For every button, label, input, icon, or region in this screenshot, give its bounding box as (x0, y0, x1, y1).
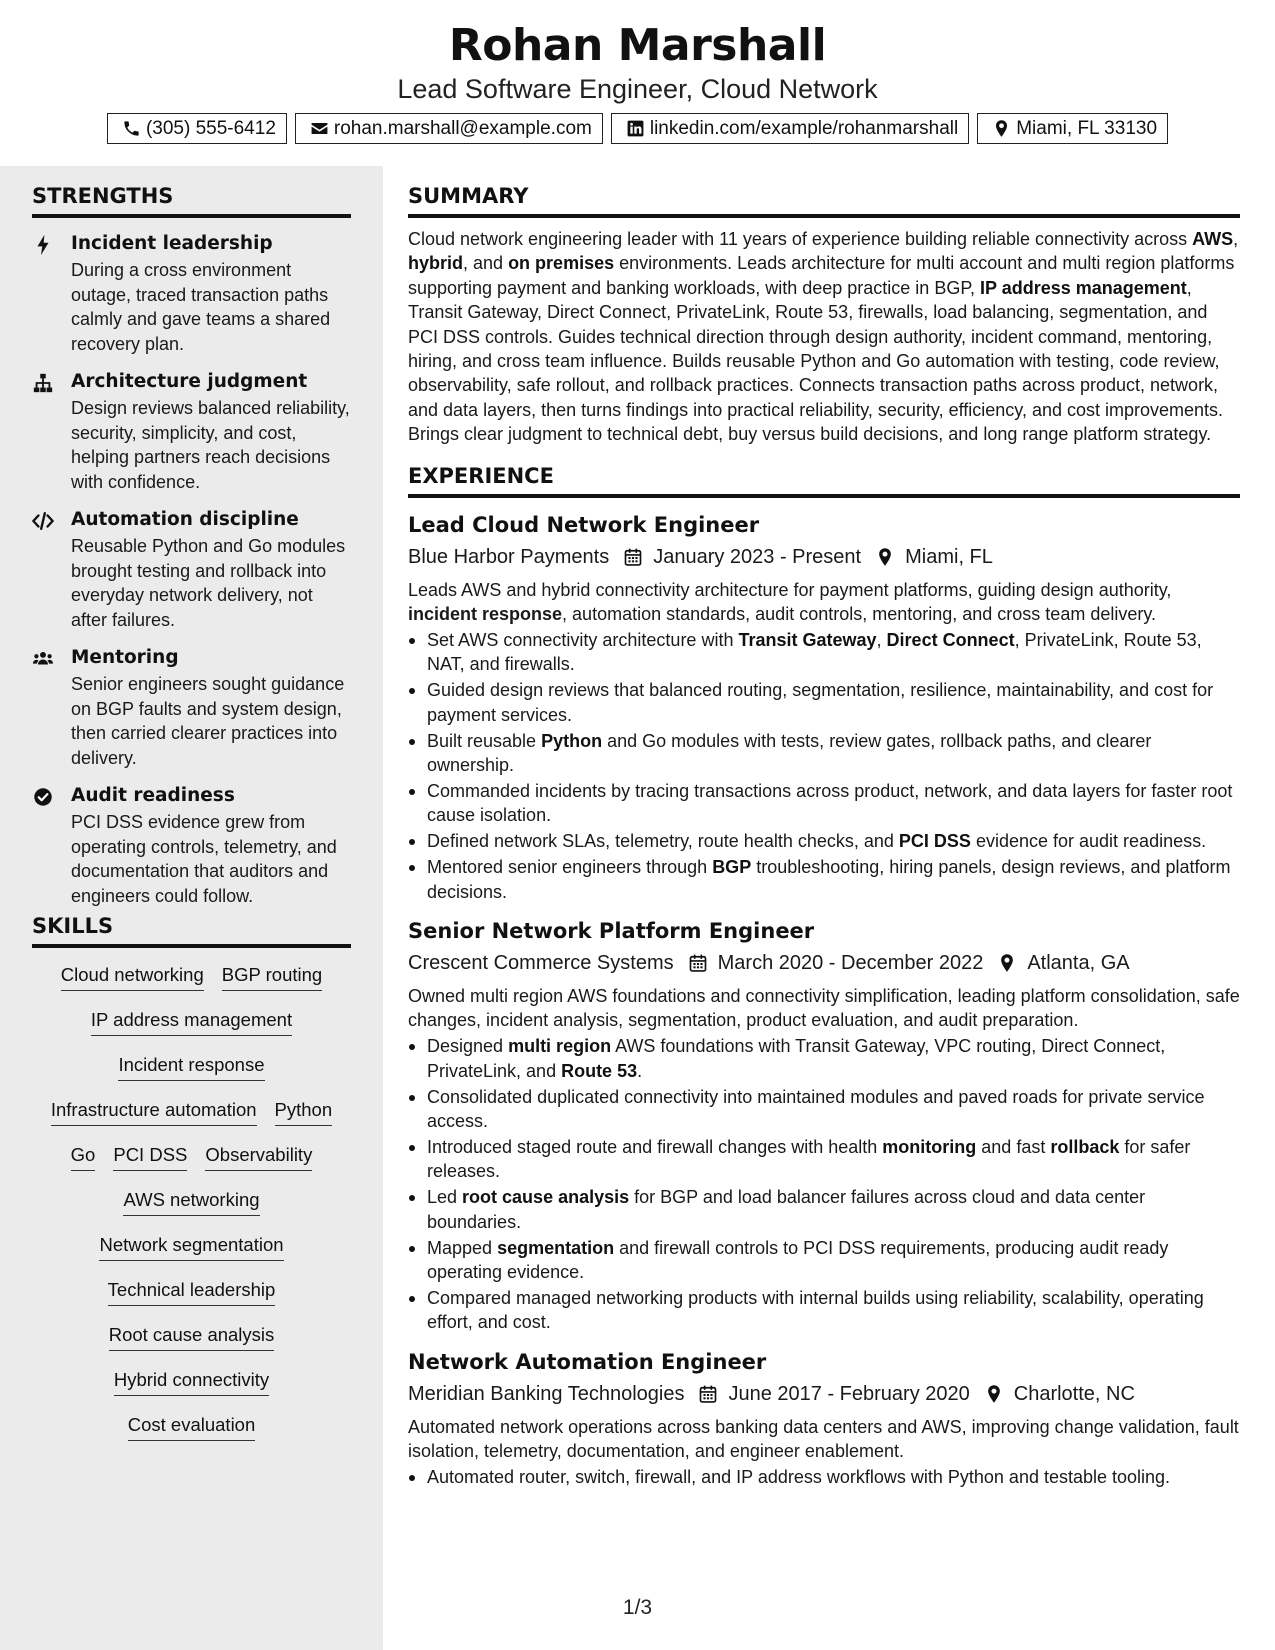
map-pin-icon (875, 547, 895, 567)
strengths-heading: STRENGTHS (32, 184, 351, 218)
skill-tag: Cloud networking (61, 964, 204, 991)
job-meta (408, 542, 1240, 572)
job-bullet: Commanded incidents by tracing transactions across product, network, and data layers for faster root cause isolation. (408, 779, 1240, 828)
strength-desc: Senior engineers sought guidance on BGP faults and system design, then carried clearer practices into delivery. (71, 674, 345, 768)
skill-row (32, 1408, 351, 1453)
contact-text: (305) 555-6412 (145, 117, 276, 139)
job-company: Blue Harbor Payments (408, 545, 610, 568)
contact-email[interactable] (295, 113, 603, 144)
job-title: Senior Network Platform Engineer (408, 918, 815, 943)
skill-row (32, 1363, 351, 1408)
job-bullet: Defined network SLAs, telemetry, route health checks, and PCI DSS evidence for audit readiness. (408, 829, 1240, 853)
jobs-list (408, 511, 1240, 1490)
job-title: Lead Cloud Network Engineer (408, 512, 760, 537)
strength-item (32, 370, 351, 494)
job-bullet: Mentored senior engineers through BGP troubleshooting, hiring panels, design reviews, and platform decisions. (408, 855, 1240, 904)
skill-row (32, 1273, 351, 1318)
job-meta (408, 948, 1240, 978)
summary-text: Cloud network engineering leader with 11 years of experience building reliable connectivity across AWS, hybrid, and on premises environments. Leads architecture for multi account and multi region platforms supporting payment and banking workloads, with deep practice in BGP, IP address management, Transit Gateway, Direct Connect, PrivateLink, Route 53, firewalls, load balancing, segmentation, and PCI DSS controls. Guides technical direction through design authority, incident command, mentoring, hiring, and cross team influence. Builds reusable Python and Go automation with testing, code review, observability, safe rollout, and rollback practices. Connects transaction paths across product, network, and data layers, then turns findings into practical reliability, security, efficiency, and cost improvements. Brings clear judgment to technical debt, buy versus build decisions, and long range platform strategy. (408, 229, 1239, 445)
calendar-icon (623, 547, 643, 567)
skill-tag: IP address management (91, 1009, 292, 1036)
job-summary: Leads AWS and hybrid connectivity architecture for payment platforms, guiding design authority, incident response, automation standards, audit controls, mentoring, and cross team delivery. (408, 579, 1172, 625)
code-icon (32, 510, 54, 532)
skill-tag: AWS networking (123, 1189, 259, 1216)
skill-row (32, 958, 351, 1003)
candidate-title: Lead Software Engineer, Cloud Network (397, 74, 878, 104)
summary-section (408, 184, 1240, 447)
map-pin-icon (984, 1384, 1004, 1404)
contact-text: linkedin.com/example/rohanmarshall (649, 117, 959, 139)
job-bullet: Set AWS connectivity architecture with Transit Gateway, Direct Connect, PrivateLink, Route 53, NAT, and firewalls. (408, 628, 1240, 677)
job-bullet: Built reusable Python and Go modules with tests, review gates, rollback paths, and clearer ownership. (408, 729, 1240, 778)
strength-desc: Reusable Python and Go modules brought testing and rollback into everyday network delivery, not after failures. (71, 536, 346, 630)
skill-tag: Go (71, 1144, 96, 1171)
strength-title: Mentoring (71, 647, 179, 668)
strength-title: Architecture judgment (71, 371, 308, 392)
job-dates: January 2023 - Present (653, 545, 862, 568)
candidate-name: Rohan Marshall (448, 20, 827, 71)
skill-tag: Technical leadership (108, 1279, 276, 1306)
map-pin-icon (992, 119, 1011, 138)
skills-list (32, 958, 351, 1453)
strength-desc: During a cross environment outage, traced transaction paths calmly and gave teams a shared recovery plan. (71, 260, 331, 354)
job-entry (408, 511, 1240, 904)
job-company: Meridian Banking Technologies (408, 1382, 685, 1405)
strength-item (32, 784, 351, 908)
job-entry (408, 1348, 1240, 1490)
skill-row (32, 1003, 351, 1048)
skill-row (32, 1093, 351, 1138)
phone-icon (122, 119, 141, 138)
job-title: Network Automation Engineer (408, 1349, 767, 1374)
main-column (408, 166, 1240, 1489)
strength-desc: Design reviews balanced reliability, security, simplicity, and cost, helping partners reach decisions with confidence. (71, 398, 350, 492)
job-bullets (408, 1465, 1240, 1489)
contact-text: rohan.marshall@example.com (333, 117, 592, 139)
strength-title: Automation discipline (71, 509, 299, 530)
skill-row (32, 1228, 351, 1273)
check-circle-icon (32, 786, 54, 808)
job-summary: Owned multi region AWS foundations and connectivity simplification, leading platform consolidation, safe changes, incident analysis, segmentation, product evaluation, and audit preparation. (408, 985, 1240, 1031)
skill-tag: BGP routing (222, 964, 322, 991)
job-bullet: Guided design reviews that balanced routing, segmentation, resilience, maintainability, and cost for payment services. (408, 678, 1240, 727)
sitemap-icon (32, 372, 54, 394)
skill-tag: Root cause analysis (109, 1324, 275, 1351)
strength-item (32, 508, 351, 632)
skill-tag: PCI DSS (113, 1144, 187, 1171)
skill-row (32, 1138, 351, 1183)
envelope-icon (310, 119, 329, 138)
skill-tag: Python (275, 1099, 333, 1126)
job-summary: Automated network operations across banking data centers and AWS, improving change validation, fault isolation, telemetry, documentation, and engineer enablement. (408, 1416, 1239, 1462)
job-bullet: Automated router, switch, firewall, and IP address workflows with Python and testable tooling. (408, 1465, 1240, 1489)
linkedin-icon (626, 119, 645, 138)
contact-bar (0, 113, 1275, 144)
job-location: Charlotte, NC (1013, 1382, 1135, 1405)
skill-tag: Cost evaluation (128, 1414, 256, 1441)
strength-title: Audit readiness (71, 785, 235, 806)
sidebar (0, 166, 383, 1650)
experience-section (408, 464, 1240, 1490)
skill-row (32, 1048, 351, 1093)
skill-tag: Infrastructure automation (51, 1099, 257, 1126)
skill-tag: Observability (205, 1144, 312, 1171)
skill-row (32, 1183, 351, 1228)
summary-heading: SUMMARY (408, 184, 1240, 218)
job-dates: June 2017 - February 2020 (728, 1382, 970, 1405)
calendar-icon (688, 953, 708, 973)
job-location: Atlanta, GA (1027, 951, 1130, 974)
contact-linkedin[interactable] (611, 113, 969, 144)
contact-text: Miami, FL 33130 (1016, 117, 1158, 139)
job-bullet: Compared managed networking products with internal builds using reliability, scalability, operating effort, and cost. (408, 1286, 1240, 1335)
contact-location (977, 113, 1168, 144)
strength-item (32, 232, 351, 356)
job-bullets (408, 628, 1240, 904)
skill-tag: Network segmentation (99, 1234, 283, 1261)
job-bullet: Designed multi region AWS foundations with Transit Gateway, VPC routing, Direct Connect, PrivateLink, and Route 53. (408, 1034, 1240, 1083)
job-bullet: Led root cause analysis for BGP and load balancer failures across cloud and data center boundaries. (408, 1185, 1240, 1234)
experience-heading: EXPERIENCE (408, 464, 1240, 498)
skill-tag: Hybrid connectivity (114, 1369, 269, 1396)
skills-section (32, 914, 351, 1453)
strengths-section (32, 184, 351, 908)
job-bullet: Consolidated duplicated connectivity into maintained modules and paved roads for private service access. (408, 1085, 1240, 1134)
skill-row (32, 1318, 351, 1363)
job-bullet: Mapped segmentation and firewall controls to PCI DSS requirements, producing audit ready operating evidence. (408, 1236, 1240, 1285)
users-icon (32, 648, 54, 670)
strength-item (32, 646, 351, 770)
job-entry (408, 917, 1240, 1335)
calendar-icon (698, 1384, 718, 1404)
resume-header (0, 0, 1275, 166)
job-bullets (408, 1034, 1240, 1334)
skills-heading: SKILLS (32, 914, 351, 948)
skill-tag: Incident response (118, 1054, 264, 1081)
strength-title: Incident leadership (71, 233, 273, 254)
page-number: 1/3 (622, 1596, 653, 1619)
job-meta (408, 1379, 1240, 1409)
map-pin-icon (997, 953, 1017, 973)
bolt-icon (32, 234, 54, 256)
job-bullet: Introduced staged route and firewall changes with health monitoring and fast rollback for safer releases. (408, 1135, 1240, 1184)
job-company: Crescent Commerce Systems (408, 951, 674, 974)
job-dates: March 2020 - December 2022 (717, 951, 984, 974)
job-location: Miami, FL (905, 545, 993, 568)
contact-phone[interactable] (107, 113, 287, 144)
strength-desc: PCI DSS evidence grew from operating controls, telemetry, and documentation that auditors and engineers could follow. (71, 812, 337, 906)
